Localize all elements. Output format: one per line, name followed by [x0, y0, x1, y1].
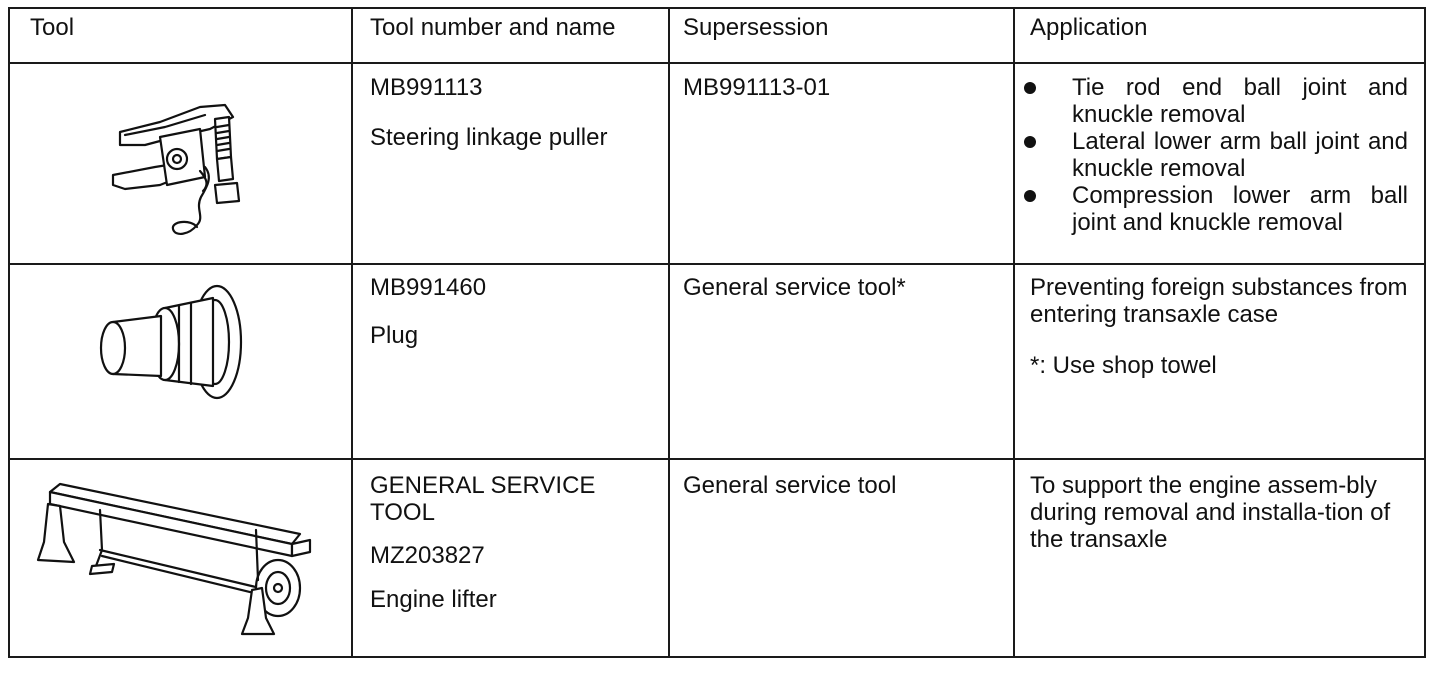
- list-item: Lateral lower arm ball joint and knuckle removal: [1020, 128, 1408, 182]
- application-text-engine-lifter: To support the engine assem-bly during removal and installa-tion of the transaxle: [1030, 472, 1391, 553]
- steering-linkage-puller-illustration: [105, 67, 255, 247]
- tool-name-plug: Plug: [370, 322, 419, 349]
- header-supersession: Supersession: [683, 14, 829, 41]
- tool-number-mz203827: MZ203827: [370, 542, 485, 569]
- supersession-general-service-tool: General service tool*: [683, 274, 906, 301]
- tool-name-engine-lifter: Engine lifter: [370, 586, 497, 613]
- tool-number-mb991460: MB991460: [370, 274, 487, 301]
- application-bullet-list: [1020, 74, 1408, 236]
- row-divider: [10, 263, 1424, 265]
- bullet-icon: [1024, 136, 1036, 148]
- header-application: Application: [1030, 14, 1148, 41]
- tool-number-mb991113: MB991113: [370, 74, 483, 101]
- column-divider: [351, 9, 353, 656]
- plug-illustration: [95, 278, 265, 428]
- engine-lifter-illustration: [30, 470, 330, 640]
- row-divider: [10, 458, 1424, 460]
- tool-number-prefix-general-service-tool: GENERAL SERVICE TOOL: [370, 472, 596, 526]
- application-text-plug: Preventing foreign substances from entering transaxle case: [1030, 274, 1408, 328]
- tool-name-steering-linkage-puller: Steering linkage puller: [370, 124, 608, 151]
- application-note-shop-towel: *: Use shop towel: [1030, 352, 1217, 379]
- header-tool: Tool: [30, 14, 75, 41]
- list-item: Compression lower arm ball joint and knuckle removal: [1020, 182, 1408, 236]
- supersession-general-service-tool-2: General service tool: [683, 472, 897, 499]
- bullet-icon: [1024, 190, 1036, 202]
- bullet-icon: [1024, 82, 1036, 94]
- row-divider: [10, 62, 1424, 64]
- supersession-mb991113-01: MB991113-01: [683, 74, 831, 101]
- column-divider: [1013, 9, 1015, 656]
- header-tool-number-name: Tool number and name: [370, 14, 616, 41]
- column-divider: [668, 9, 670, 656]
- list-item: Tie rod end ball joint and knuckle removal: [1020, 74, 1408, 128]
